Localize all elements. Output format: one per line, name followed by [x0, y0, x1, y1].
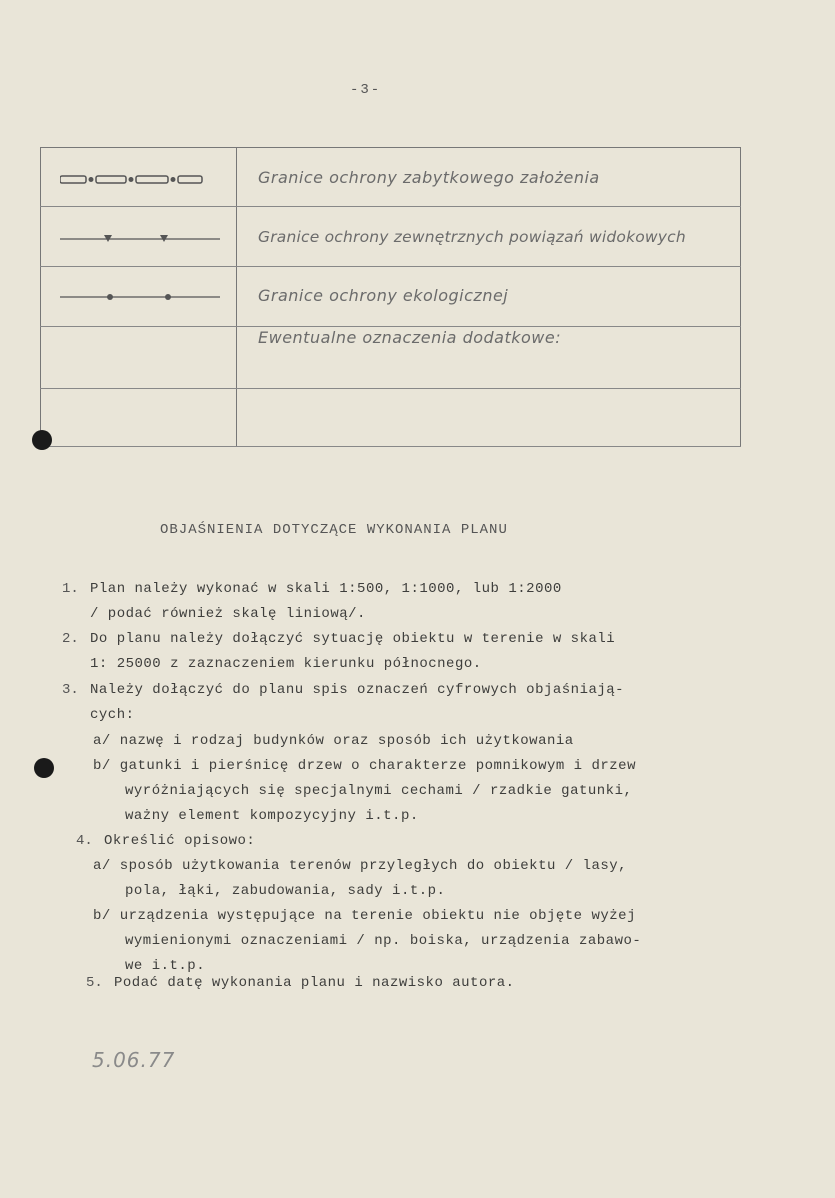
table-row-divider	[40, 326, 741, 327]
punch-hole-icon	[32, 430, 52, 450]
item-text: 1: 25000 z zaznaczeniem kierunku północnego.	[90, 656, 482, 672]
view-boundary-symbol-icon	[60, 232, 220, 246]
item-text: / podać również skalę liniową/.	[90, 606, 366, 622]
table-border-left	[40, 148, 41, 447]
item-text: cych:	[90, 707, 135, 723]
table-row-divider	[40, 266, 741, 267]
item-text: Należy dołączyć do planu spis oznaczeń cyfrowych objaśniają-	[90, 682, 625, 698]
legend-label: Ewentualne oznaczenia dodatkowe:	[258, 328, 562, 347]
table-column-divider	[236, 148, 237, 447]
item-text: ważny element kompozycyjny i.t.p.	[125, 808, 419, 824]
item-text: pola, łąki, zabudowania, sady i.t.p.	[125, 883, 446, 899]
item-number: 5.	[86, 975, 103, 991]
item-number: 4.	[76, 833, 93, 849]
protection-boundary-symbol-icon	[60, 173, 220, 187]
section-title: OBJAŚNIENIA DOTYCZĄCE WYKONANIA PLANU	[160, 522, 508, 538]
item-text: wymienionymi oznaczeniami / np. boiska, urządzenia zabawo-	[125, 933, 642, 949]
item-text: a/ sposób użytkowania terenów przyległych do obiektu / lasy,	[93, 858, 628, 874]
item-text: b/ urządzenia występujące na terenie obiektu nie objęte wyżej	[93, 908, 636, 924]
item-number: 1.	[62, 581, 79, 597]
table-row-divider	[40, 388, 741, 389]
item-text: Określić opisowo:	[104, 833, 256, 849]
item-number: 3.	[62, 682, 79, 698]
item-text: a/ nazwę i rodzaj budynków oraz sposób ich użytkowania	[93, 733, 574, 749]
legend-table	[40, 147, 741, 447]
punch-hole-icon	[34, 758, 54, 778]
item-text: we i.t.p.	[125, 958, 206, 974]
item-text: Podać datę wykonania planu i nazwisko autora.	[114, 975, 515, 991]
handwritten-date: 5.06.77	[92, 1048, 176, 1072]
table-border-right	[740, 148, 741, 447]
page-number: -3-	[350, 82, 382, 98]
table-row-divider	[40, 206, 741, 207]
ecology-boundary-symbol-icon	[60, 290, 220, 304]
item-text: Plan należy wykonać w skali 1:500, 1:1000, lub 1:2000	[90, 581, 562, 597]
item-text: b/ gatunki i pierśnicę drzew o charakterze pomnikowym i drzew	[93, 758, 636, 774]
table-border-bottom	[40, 446, 741, 447]
legend-label: Granice ochrony zewnętrznych powiązań widokowych	[258, 228, 686, 246]
legend-label: Granice ochrony ekologicznej	[258, 286, 509, 305]
item-number: 2.	[62, 631, 79, 647]
item-text: wyróżniających się specjalnymi cechami / rzadkie gatunki,	[125, 783, 633, 799]
item-text: Do planu należy dołączyć sytuację obiektu w terenie w skali	[90, 631, 616, 647]
legend-label: Granice ochrony zabytkowego założenia	[258, 168, 600, 187]
